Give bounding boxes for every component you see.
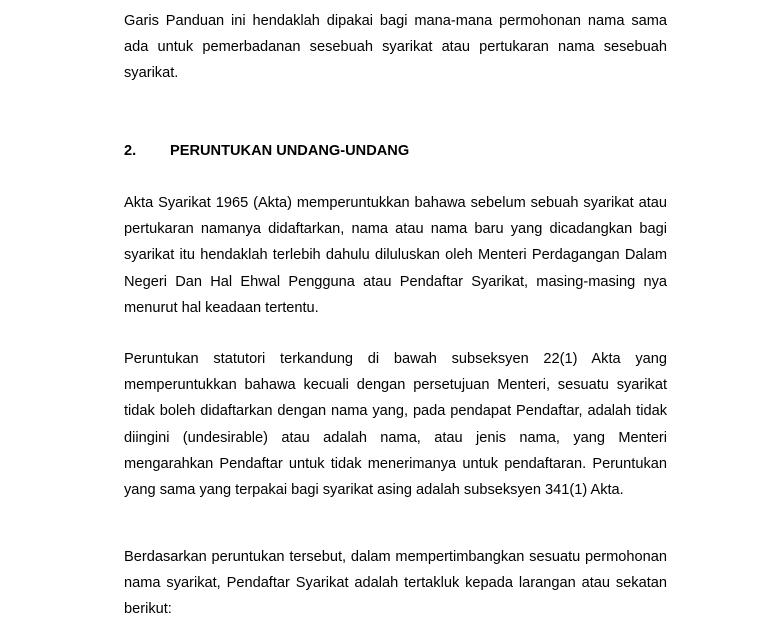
section-heading xyxy=(124,141,409,161)
paragraph-berdasarkan-peruntukan: Berdasarkan peruntukan tersebut, dalam mempertimbangkan sesuatu permohonan nama syarikat, Pendaftar Syarikat adalah tertakluk kepada larangan atau sekatan berikut: xyxy=(124,549,667,618)
intro-paragraph: Garis Panduan ini hendaklah dipakai bagi mana-mana permohonan nama sama ada untuk pemerbadanan sesebuah syarikat atau pertukaran nama sesebuah syarikat. xyxy=(124,13,667,82)
paragraph-peruntukan-statutori: Peruntukan statutori terkandung di bawah subseksyen 22(1) Akta yang memperuntukkan bahawa kecuali dengan persetujuan Menteri, sesuatu syarikat tidak boleh didaftarkan dengan nama yang, pada pendapat Pendaftar, adalah tidak diingini (undesirable) atau adalah nama, atau jenis nama, yang Menteri mengarahkan Pendaftar untuk tidak menerimanya untuk pendaftaran. Peruntukan yang sama yang terpakai bagi syarikat asing adalah subseksyen 341(1) Akta. xyxy=(124,351,667,499)
section-number: 2. xyxy=(124,143,137,159)
paragraph-akta-syarikat: Akta Syarikat 1965 (Akta) memperuntukkan bahawa sebelum sebuah syarikat atau pertukaran namanya didaftarkan, nama atau nama baru yang dicadangkan bagi syarikat itu hendaklah terlebih dahulu diluluskan oleh Menteri Perdagangan Dalam Negeri Dan Hal Ehwal Pengguna atau Pendaftar Syarikat, masing-masing nya menurut hal keadaan tertentu. xyxy=(124,195,667,316)
section-title: PERUNTUKAN UNDANG-UNDANG xyxy=(170,143,410,159)
